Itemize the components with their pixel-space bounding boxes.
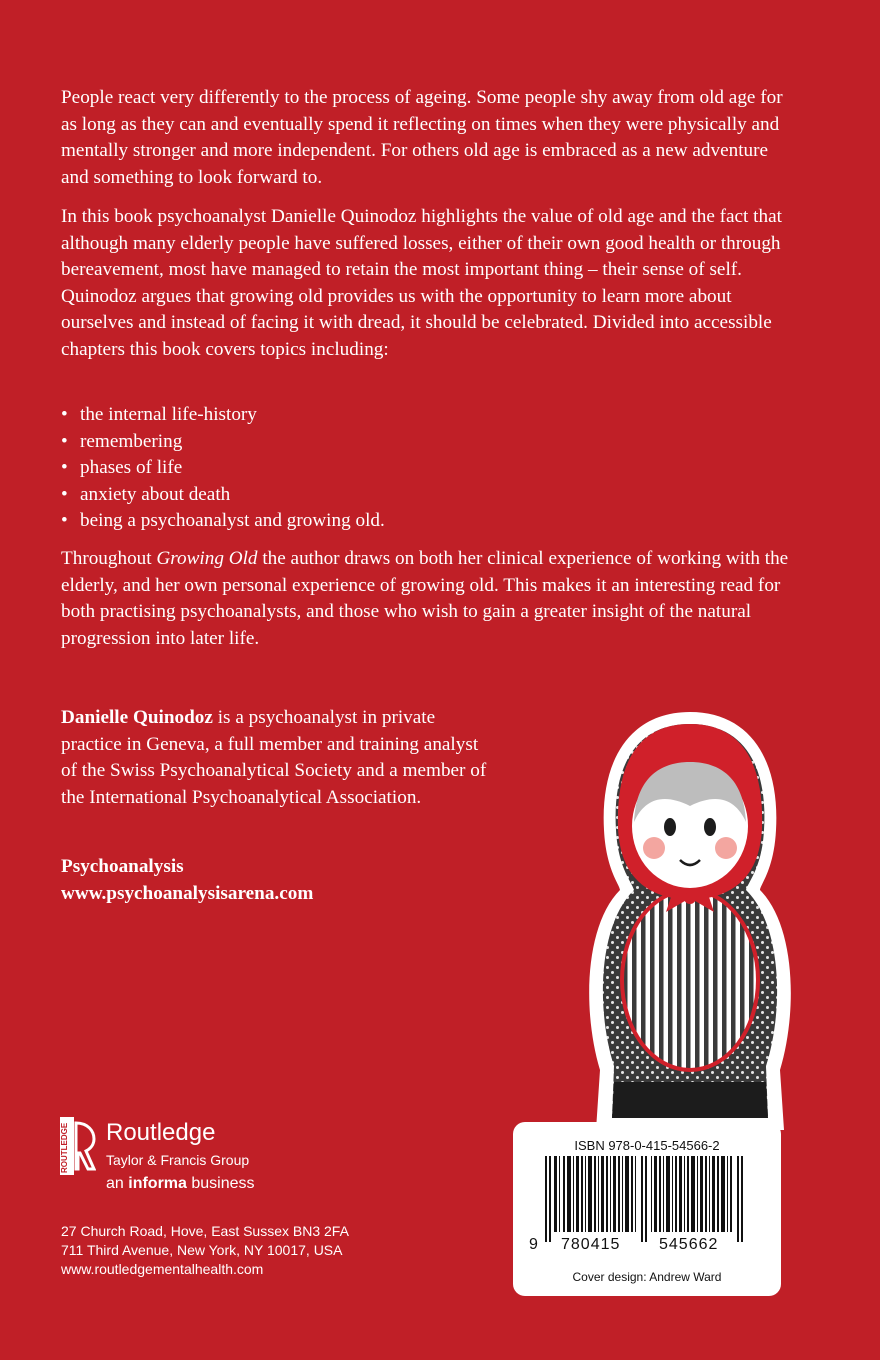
list-item: • being a psychoanalyst and growing old.	[61, 508, 385, 535]
address-line-1: 27 Church Road, Hove, East Sussex BN3 2FA	[61, 1223, 349, 1239]
barcode-digits-left: 780415	[561, 1236, 621, 1253]
publisher-address	[61, 1222, 349, 1279]
description-paragraph-2: In this book psychoanalyst Danielle Quinodoz highlights the value of old age and the fact that although many elderly people have suffered losses, either of their own good health or through bereavement, most have managed to retain the most important thing – their sense of self. Quinodoz argues that growing old provides us with the opportunity to learn more about ourselves and instead of facing it with dread, it should be celebrated. Divided into accessible chapters this book covers topics including:	[61, 206, 782, 360]
isbn-label: ISBN 978-0-415-54566-2	[574, 1138, 720, 1153]
series-subject: Psychoanalysis	[61, 856, 184, 877]
list-item: • remembering	[61, 429, 385, 456]
series-info	[61, 854, 313, 907]
bullet-icon: •	[61, 404, 68, 425]
list-item: • anxiety about death	[61, 482, 385, 509]
publisher-name: Routledge	[106, 1119, 216, 1146]
bullet-icon: •	[61, 457, 68, 479]
author-bio: Danielle Quinodoz is a psychoanalyst in private practice in Geneva, a full member and training analyst of the Swiss Psychoanalytical Society and a member of the International Psychoanalytical Association.	[61, 707, 487, 808]
barcode-digit-first: 9	[529, 1236, 539, 1253]
publisher-website[interactable]: www.routledgementalhealth.com	[61, 1261, 264, 1277]
bullet-icon: •	[61, 483, 68, 505]
svg-text:ROUTLEDGE: ROUTLEDGE	[60, 1122, 69, 1173]
book-title: Growing Old	[156, 548, 258, 569]
routledge-logo-icon	[60, 1117, 96, 1175]
barcode-digits-right: 545662	[659, 1236, 719, 1253]
description-paragraph-3: Throughout Growing Old the author draws on both her clinical experience of working with the elderly, and her own personal experience of growing old. This makes it an interesting read for both practising psychoanalysts, and those who wish to gain a greater insight of the natural progression into later life.	[61, 548, 789, 649]
informa-tagline: an informa business	[106, 1175, 255, 1192]
list-item: • phases of life	[61, 455, 385, 482]
description-paragraph-1: People react very differently to the process of ageing. Some people shy away from old age for as long as they can and eventually spend it reflecting on times when they were physically and mentally stronger and more independent. For others old age is embraced as a new adventure and something to look forward to.	[61, 87, 783, 188]
bullet-icon: •	[61, 430, 68, 452]
address-line-2: 711 Third Avenue, New York, NY 10017, USA	[61, 1242, 343, 1258]
author-name: Danielle Quinodoz	[61, 707, 213, 728]
matryoshka-doll-illustration	[560, 710, 820, 1130]
barcode-label	[513, 1122, 781, 1296]
topics-list	[61, 402, 385, 535]
series-website[interactable]: www.psychoanalysisarena.com	[61, 882, 314, 904]
list-item: • the internal life-history	[61, 402, 385, 429]
cover-design-credit: Cover design: Andrew Ward	[572, 1270, 722, 1284]
publisher-group: Taylor & Francis Group	[106, 1152, 250, 1168]
bullet-icon: •	[61, 510, 68, 532]
